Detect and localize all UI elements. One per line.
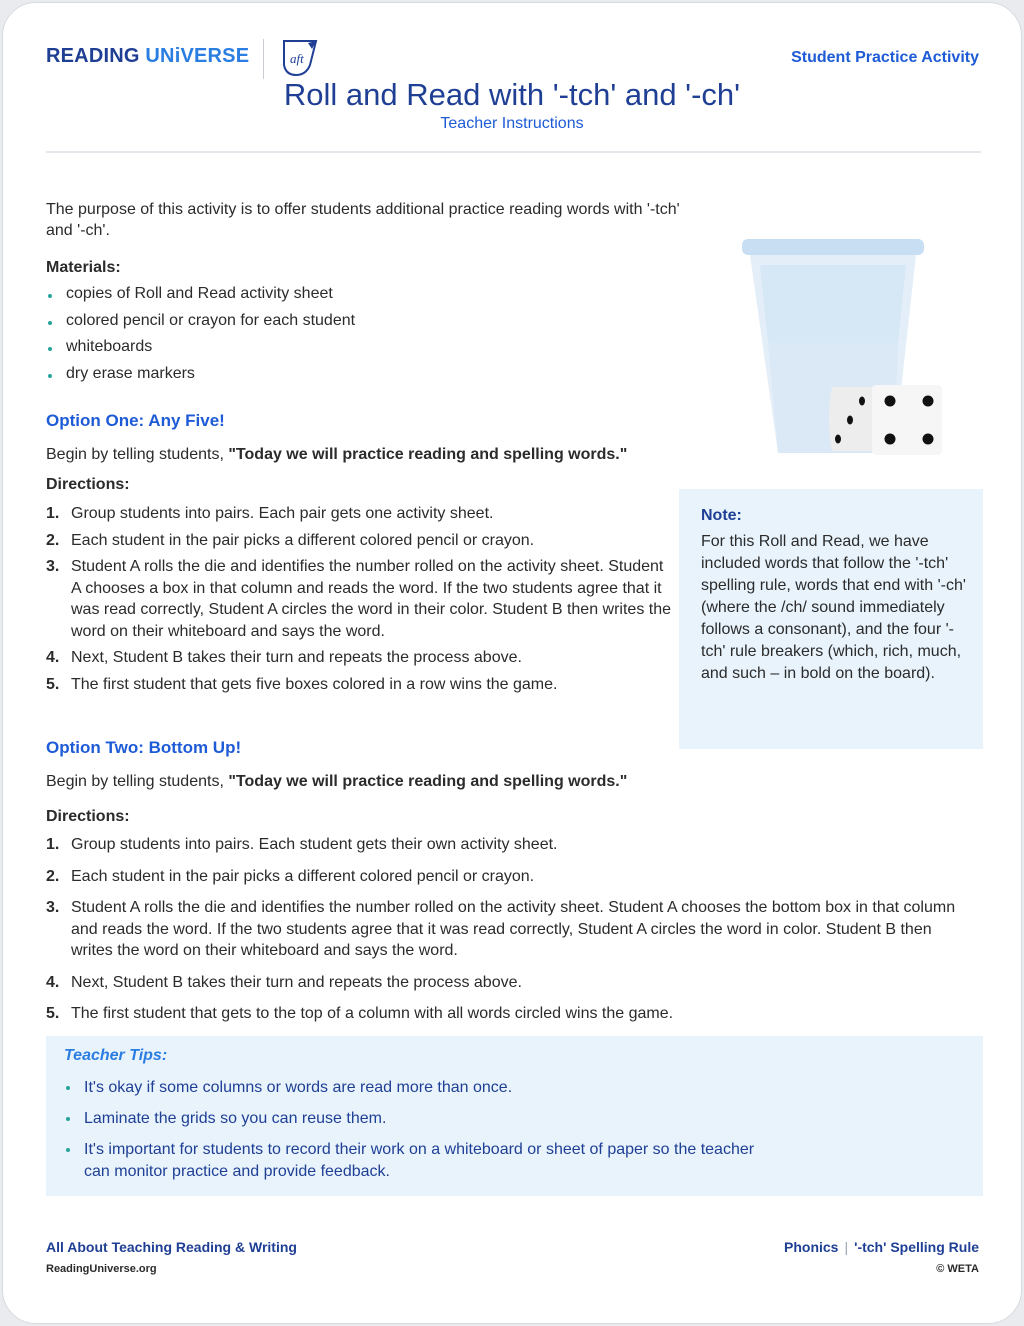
footer-topic-phonics: Phonics — [784, 1239, 839, 1255]
step-number: 2. — [46, 867, 60, 885]
logo-word-universe: UNiVERSE — [145, 45, 250, 67]
lead-quote: "Today we will practice reading and spelling words." — [228, 446, 628, 463]
step-text: The first student that gets to the top of a column with all words circled wins the game. — [71, 1005, 674, 1022]
step-text: The first student that gets five boxes colored in a row wins the game. — [71, 675, 558, 693]
list-item: whiteboards — [46, 338, 646, 365]
list-item: It's important for students to record their work on a whiteboard or sheet of paper so the teacher can monitor practice and provide feedback. — [64, 1139, 784, 1183]
footer-topic — [784, 1239, 979, 1255]
header-divider — [46, 151, 981, 153]
note-text: For this Roll and Read, we have included words that follow the '-tch' spelling rule, words that end with '-ch' (where the /ch/ sound immediately follows a consonant), and the four '-tch' rule breakers (which, rich, much, and such – in bold on the board). — [701, 533, 966, 682]
option-one-heading: Option One: Any Five! — [46, 411, 225, 430]
step-number: 3. — [46, 899, 60, 916]
logo-divider — [263, 39, 264, 79]
list-item — [46, 674, 671, 696]
footer-separator: | — [844, 1239, 849, 1255]
footer-topic-rule: '-tch' Spelling Rule — [854, 1239, 979, 1255]
logo-word-reading: READING — [46, 45, 140, 67]
option-two-heading: Option Two: Bottom Up! — [46, 738, 242, 757]
list-item — [46, 556, 671, 642]
step-number: 1. — [46, 505, 60, 522]
intro-paragraph: The purpose of this activity is to offer students additional practice reading words with '-tch' and '-ch'. — [46, 201, 680, 239]
cup-and-die-illustration — [738, 235, 948, 457]
lead-text: Begin by telling students, — [46, 773, 229, 790]
step-text: Student A rolls the die and identifies the number rolled on the activity sheet. Student A chooses the bottom box in that column and reads the word. If the two students agree that it was read correctly, Student A circles the word in color. Student B then writes the word on their whiteboard and says the word. — [71, 899, 956, 959]
aft-logo — [278, 39, 320, 77]
list-item — [46, 866, 958, 888]
page-title: Roll and Read with '-tch' and '-ch' — [283, 77, 741, 112]
note-title: Note: — [701, 507, 742, 524]
step-text: Student A rolls the die and identifies the number rolled on the activity sheet. Student A chooses a box in that column and reads the word. If the two students agree that it was read correctly, Student A circles the word in their color. Student B then writes the word on their whiteboard and says the word. — [71, 558, 671, 640]
step-number: 2. — [46, 531, 60, 549]
reading-universe-logo[interactable] — [46, 45, 249, 68]
svg-text:aft: aft — [290, 51, 304, 66]
materials-heading: Materials: — [46, 259, 121, 276]
teacher-tips-title: Teacher Tips: — [64, 1047, 168, 1064]
list-item: It's okay if some columns or words are read more than once. — [64, 1077, 784, 1099]
step-text: Next, Student B takes their turn and repeats the process above. — [71, 973, 522, 991]
step-text: Group students into pairs. Each student gets their own activity sheet. — [71, 836, 558, 853]
step-number: 1. — [46, 836, 60, 853]
step-number: 4. — [46, 649, 60, 666]
step-number: 4. — [46, 973, 60, 991]
option-one-steps — [46, 503, 671, 695]
step-text: Group students into pairs. Each pair gets one activity sheet. — [71, 505, 494, 522]
footer-url-link[interactable]: ReadingUniverse.org — [46, 1263, 157, 1275]
step-text: Each student in the pair picks a different colored pencil or crayon. — [71, 531, 535, 549]
directions-heading: Directions: — [46, 808, 130, 825]
list-item: Laminate the grids so you can reuse them. — [64, 1108, 784, 1130]
list-item — [46, 1003, 958, 1025]
option-two-steps — [46, 834, 958, 1025]
lead-text: Begin by telling students, — [46, 446, 229, 463]
step-text: Next, Student B takes their turn and repeats the process above. — [71, 649, 522, 666]
footer-series-title: All About Teaching Reading & Writing — [46, 1239, 297, 1255]
list-item: dry erase markers — [46, 365, 646, 392]
list-item — [46, 897, 958, 962]
list-item — [46, 834, 958, 856]
teacher-tips-list — [64, 1077, 784, 1183]
footer-copyright: © WETA — [936, 1263, 979, 1275]
worksheet-page — [2, 2, 1022, 1324]
option-two-lead — [46, 771, 726, 792]
list-item — [46, 647, 671, 669]
directions-heading: Directions: — [46, 476, 130, 493]
option-one-lead — [46, 444, 726, 465]
list-item: copies of Roll and Read activity sheet — [46, 285, 646, 312]
list-item: colored pencil or crayon for each student — [46, 312, 646, 339]
lead-quote: "Today we will practice reading and spelling words." — [228, 773, 628, 790]
page-subtitle: Teacher Instructions — [440, 115, 584, 132]
step-number: 5. — [46, 675, 60, 693]
materials-list — [46, 285, 646, 391]
list-item — [46, 530, 671, 552]
step-number: 5. — [46, 1005, 60, 1022]
step-number: 3. — [46, 558, 60, 575]
activity-type-label: Student Practice Activity — [791, 49, 979, 66]
step-text: Each student in the pair picks a different colored pencil or crayon. — [71, 867, 535, 885]
list-item — [46, 972, 958, 994]
list-item — [46, 503, 671, 525]
